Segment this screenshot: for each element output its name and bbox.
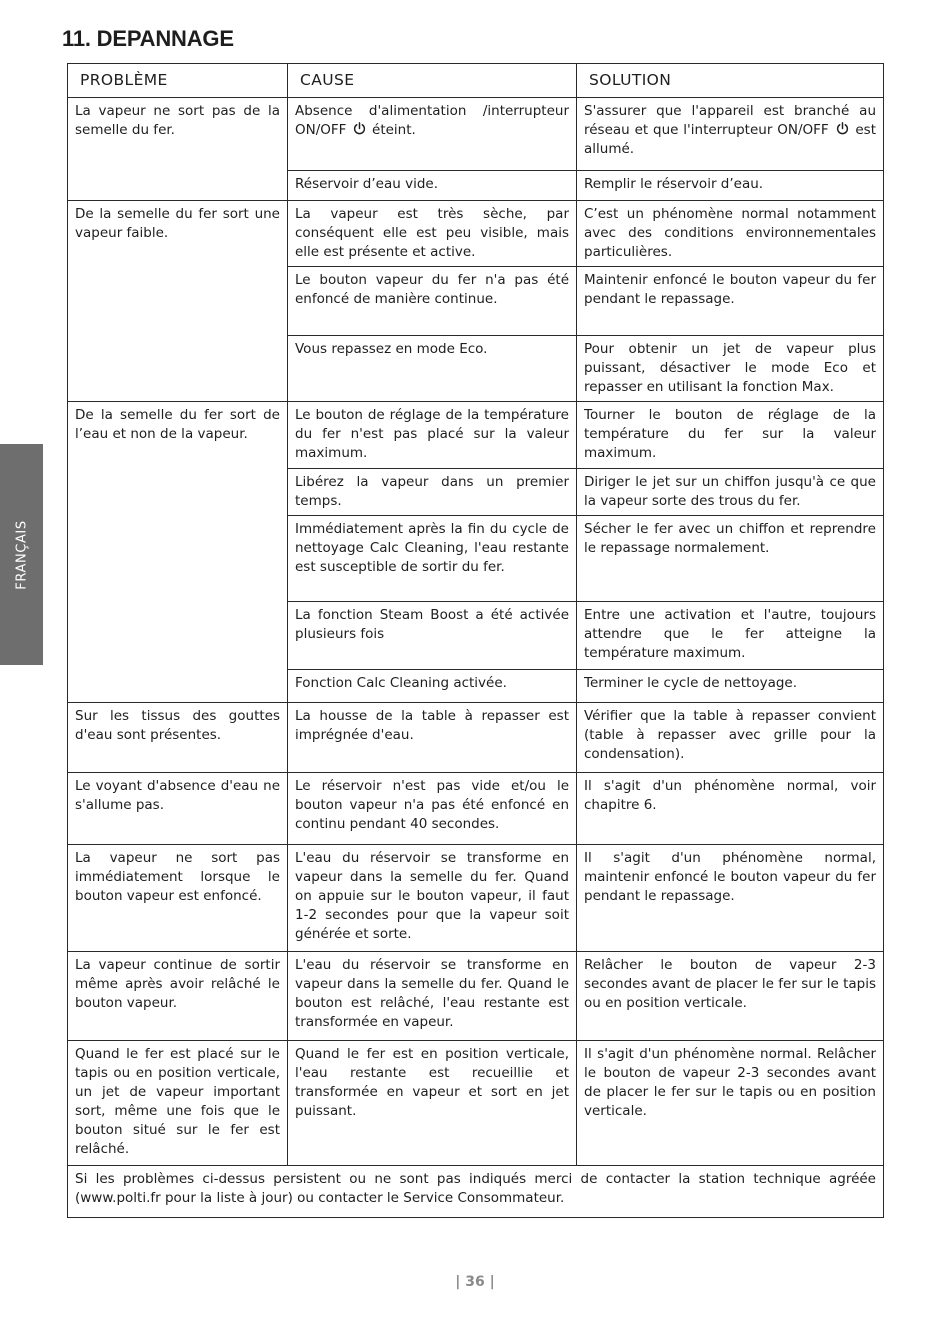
cause-cell bbox=[288, 98, 577, 171]
table-row bbox=[68, 402, 884, 469]
table-row bbox=[68, 1041, 884, 1166]
cause-cell: Libérez la vapeur dans un premier temps. bbox=[288, 469, 577, 516]
solution-cell: Relâcher le bouton de vapeur 2-3 secondes avant de placer le fer sur le tapis ou en position verticale. bbox=[577, 952, 884, 1041]
table-row bbox=[68, 98, 884, 171]
cause-cell: Le bouton vapeur du fer n'a pas été enfoncé de manière continue. bbox=[288, 267, 577, 336]
cause-cell: La fonction Steam Boost a été activée plusieurs fois bbox=[288, 602, 577, 670]
cause-cell: Fonction Calc Cleaning activée. bbox=[288, 670, 577, 703]
table-row bbox=[68, 952, 884, 1041]
table-row bbox=[68, 773, 884, 845]
problem-cell: De la semelle du fer sort une vapeur faible. bbox=[68, 201, 288, 402]
problem-cell: Sur les tissus des gouttes d'eau sont présentes. bbox=[68, 703, 288, 773]
language-side-tab bbox=[0, 444, 43, 665]
solution-cell: Entre une activation et l'autre, toujours attendre que le fer atteigne la température maximum. bbox=[577, 602, 884, 670]
solution-cell: Terminer le cycle de nettoyage. bbox=[577, 670, 884, 703]
cause-text: Absence d'alimentation /interrupteur ON/OFF bbox=[295, 103, 569, 138]
problem-cell: La vapeur continue de sortir même après avoir relâché le bouton vapeur. bbox=[68, 952, 288, 1041]
power-icon bbox=[353, 122, 366, 135]
footer-note: Si les problèmes ci-dessus persistent ou ne sont pas indiqués merci de contacter la station technique agréée (www.polti.fr pour la liste à jour) ou contacter le Service Consommateur. bbox=[68, 1166, 884, 1218]
cause-cell: L'eau du réservoir se transforme en vapeur dans la semelle du fer. Quand le bouton est relâché, l'eau restante est transformée en vapeur. bbox=[288, 952, 577, 1041]
table-header-row bbox=[68, 64, 884, 98]
solution-cell: Il s'agit d'un phénomène normal, maintenir enfoncé le bouton vapeur du fer pendant le repassage. bbox=[577, 845, 884, 952]
cause-cell: La housse de la table à repasser est imprégnée d'eau. bbox=[288, 703, 577, 773]
solution-cell: Diriger le jet sur un chiffon jusqu'à ce que la vapeur sorte des trous du fer. bbox=[577, 469, 884, 516]
solution-cell: Pour obtenir un jet de vapeur plus puissant, désactiver le mode Eco et repasser en utilisant la fonction Max. bbox=[577, 336, 884, 402]
header-problem: PROBLÈME bbox=[68, 64, 288, 98]
problem-cell: Quand le fer est placé sur le tapis ou en position verticale, un jet de vapeur important sort, même une fois que le bouton situé sur le fer est relâché. bbox=[68, 1041, 288, 1166]
header-solution: SOLUTION bbox=[577, 64, 884, 98]
cause-cell: Quand le fer est en position verticale, l'eau restante est recueillie et transformée en vapeur et sort en jet puissant. bbox=[288, 1041, 577, 1166]
solution-cell bbox=[577, 98, 884, 171]
solution-cell: C’est un phénomène normal notamment avec des conditions environnementales particulières. bbox=[577, 201, 884, 267]
cause-cell: Réservoir d’eau vide. bbox=[288, 171, 577, 201]
solution-text: S'assurer que l'appareil est branché au réseau et que l'interrupteur ON/OFF bbox=[584, 103, 876, 138]
solution-cell: Il s'agit d'un phénomène normal. Relâcher le bouton de vapeur 2-3 secondes avant de placer le fer sur le tapis ou en position verticale. bbox=[577, 1041, 884, 1166]
power-icon bbox=[836, 122, 849, 135]
cause-cell: Vous repassez en mode Eco. bbox=[288, 336, 577, 402]
problem-cell: Le voyant d'absence d'eau ne s'allume pas. bbox=[68, 773, 288, 845]
solution-cell: Vérifier que la table à repasser convient (table à repasser avec grille pour la condensation). bbox=[577, 703, 884, 773]
solution-cell: Tourner le bouton de réglage de la température du fer sur la valeur maximum. bbox=[577, 402, 884, 469]
cause-cell: Le bouton de réglage de la température du fer n'est pas placé sur la valeur maximum. bbox=[288, 402, 577, 469]
table-footer-row bbox=[68, 1166, 884, 1218]
page-number: | 36 | bbox=[455, 1274, 495, 1290]
language-label: FRANÇAIS bbox=[14, 519, 29, 590]
cause-cell: Immédiatement après la fin du cycle de nettoyage Calc Cleaning, l'eau restante est susceptible de sortir du fer. bbox=[288, 516, 577, 602]
problem-cell: La vapeur ne sort pas immédiatement lorsque le bouton vapeur est enfoncé. bbox=[68, 845, 288, 952]
troubleshooting-table bbox=[67, 63, 884, 1218]
solution-cell: Maintenir enfoncé le bouton vapeur du fer pendant le repassage. bbox=[577, 267, 884, 336]
table-row bbox=[68, 845, 884, 952]
cause-cell: L'eau du réservoir se transforme en vapeur dans la semelle du fer. Quand on appuie sur le bouton vapeur, il faut 1-2 secondes pour que la vapeur soit générée et sorte. bbox=[288, 845, 577, 952]
cause-cell: Le réservoir n'est pas vide et/ou le bouton vapeur n'a pas été enfoncé en continu pendant 40 secondes. bbox=[288, 773, 577, 845]
cause-text: éteint. bbox=[372, 122, 416, 138]
table-row bbox=[68, 201, 884, 267]
solution-cell: Sécher le fer avec un chiffon et reprendre le repassage normalement. bbox=[577, 516, 884, 602]
solution-cell: Il s'agit d'un phénomène normal, voir chapitre 6. bbox=[577, 773, 884, 845]
solution-cell: Remplir le réservoir d’eau. bbox=[577, 171, 884, 201]
page-title: 11. DEPANNAGE bbox=[62, 26, 234, 51]
cause-cell: La vapeur est très sèche, par conséquent elle est peu visible, mais elle est présente et active. bbox=[288, 201, 577, 267]
table-row bbox=[68, 703, 884, 773]
problem-cell: De la semelle du fer sort de l’eau et non de la vapeur. bbox=[68, 402, 288, 703]
solution-text: est allumé. bbox=[584, 122, 877, 157]
problem-cell: La vapeur ne sort pas de la semelle du fer. bbox=[68, 98, 288, 201]
header-cause: CAUSE bbox=[288, 64, 577, 98]
